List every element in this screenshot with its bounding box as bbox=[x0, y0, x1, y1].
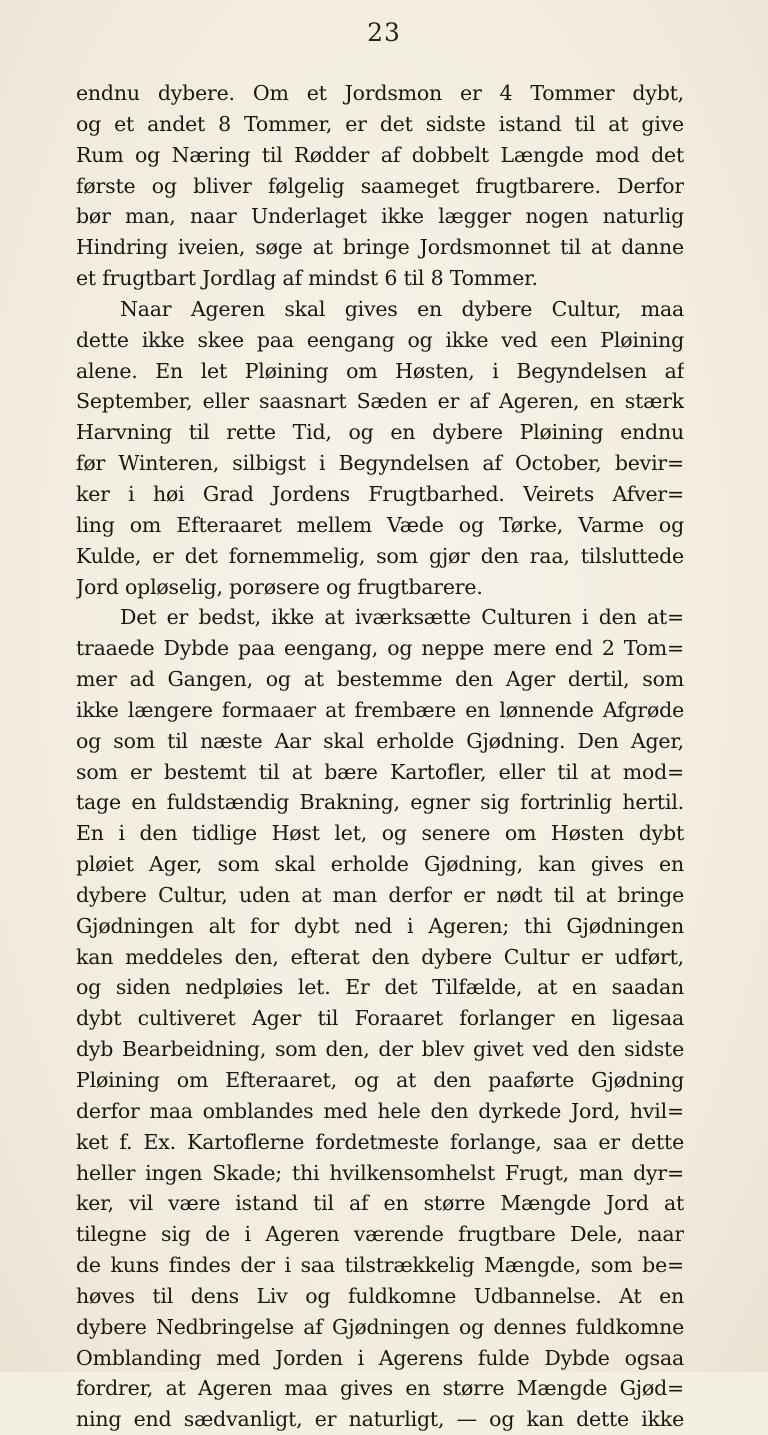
page-number: 23 bbox=[367, 18, 401, 47]
text-line: heller ingen Skade; thi hvilkensomhelst Frugt, man dyr= bbox=[76, 1160, 684, 1185]
text-line: og som til næste Aar skal erholde Gjødning. Den Ager, bbox=[76, 728, 684, 753]
text-line: og et andet 8 Tommer, er det sidste istand til at give bbox=[76, 111, 684, 136]
text-line: dybt cultiveret Ager til Foraaret forlanger en ligesaa bbox=[76, 1006, 684, 1031]
text-line: ker, vil være istand til af en større Mængde Jord at bbox=[76, 1191, 684, 1216]
text-line: Hindring iveien, søge at bringe Jordsmonnet til at danne bbox=[76, 235, 684, 260]
text-line: ikke længere formaaer at frembære en lønnende Afgrøde bbox=[76, 697, 684, 722]
text-line: Rum og Næring til Rødder af dobbelt Længde mod det bbox=[76, 142, 684, 167]
body-text bbox=[76, 78, 684, 1435]
text-line: Omblanding med Jorden i Agerens fulde Dybde ogsaa bbox=[76, 1345, 684, 1370]
text-line: ning end sædvanligt, er naturligt, — og kan dette ikke bbox=[76, 1407, 684, 1432]
text-line: Gjødningen alt for dybt ned i Ageren; thi Gjødningen bbox=[76, 913, 684, 938]
text-line: ker i høi Grad Jordens Frugtbarhed. Veirets Afver= bbox=[76, 481, 684, 506]
text-line: September, eller saasnart Sæden er af Ageren, en stærk bbox=[76, 389, 684, 414]
text-line: Pløining om Efteraaret, og at den paaførte Gjødning bbox=[76, 1068, 684, 1092]
text-line: Jord opløselig, porøsere og frugtbarere. bbox=[76, 574, 483, 599]
text-line: tage en fuldstændig Brakning, egner sig fortrinlig hertil. bbox=[76, 790, 684, 815]
text-line: et frugtbart Jordlag af mindst 6 til 8 Tommer. bbox=[76, 266, 538, 291]
text-line: dybere Nedbringelse af Gjødningen og dennes fuldkomne bbox=[76, 1314, 684, 1339]
text-line: Det er bedst, ikke at iværksætte Culturen i den at= bbox=[120, 605, 684, 630]
text-line: kan meddeles den, efterat den dybere Cultur er udført, bbox=[76, 944, 684, 969]
text-line: endnu dybere. Om et Jordsmon er 4 Tommer dybt, bbox=[76, 81, 684, 105]
text-line: derfor maa omblandes med hele den dyrkede Jord, hvil= bbox=[76, 1098, 684, 1123]
text-line: første og bliver følgelig saameget frugtbarere. Derfor bbox=[76, 173, 684, 198]
text-line: dette ikke skee paa eengang og ikke ved een Pløining bbox=[76, 327, 684, 352]
text-line: pløiet Ager, som skal erholde Gjødning, kan gives en bbox=[76, 852, 684, 877]
text-line: før Winteren, silbigst i Begyndelsen af October, bevir= bbox=[76, 451, 684, 476]
text-line: dybere Cultur, uden at man derfor er nødt til at bringe bbox=[76, 882, 684, 907]
text-line: Kulde, er det fornemmelig, som gjør den raa, tilsluttede bbox=[76, 543, 684, 568]
text-line: alene. En let Pløining om Høsten, i Begyndelsen af bbox=[76, 358, 684, 383]
text-line: traaede Dybde paa eengang, og neppe mere end 2 Tom= bbox=[76, 636, 684, 661]
text-line: ket f. Ex. Kartoflerne fordetmeste forlange, saa er dette bbox=[76, 1129, 684, 1154]
text-line: tilegne sig de i Ageren værende frugtbare Dele, naar bbox=[76, 1222, 684, 1247]
text-line: ling om Efteraaret mellem Væde og Tørke, Varme og bbox=[76, 512, 684, 537]
text-line: de kuns findes der i saa tilstrækkelig Mængde, som be= bbox=[76, 1253, 684, 1278]
text-line: som er bestemt til at bære Kartofler, eller til at mod= bbox=[76, 759, 684, 784]
text-line: dyb Bearbeidning, som den, der blev givet ved den sidste bbox=[76, 1037, 684, 1062]
text-line: og siden nedpløies let. Er det Tilfælde, at en saadan bbox=[76, 975, 684, 1000]
text-line: bør man, naar Underlaget ikke lægger nogen naturlig bbox=[76, 204, 684, 229]
text-line: fordrer, at Ageren maa gives en større Mængde Gjød= bbox=[76, 1376, 684, 1401]
text-line: En i den tidlige Høst let, og senere om Høsten dybt bbox=[76, 821, 684, 846]
text-line: høves til dens Liv og fuldkomne Udbannelse. At en bbox=[76, 1283, 684, 1308]
text-line: Naar Ageren skal gives en dybere Cultur, maa bbox=[120, 296, 684, 321]
text-line: mer ad Gangen, og at bestemme den Ager dertil, som bbox=[76, 667, 684, 692]
text-line: Harvning til rette Tid, og en dybere Pløining endnu bbox=[76, 420, 684, 445]
